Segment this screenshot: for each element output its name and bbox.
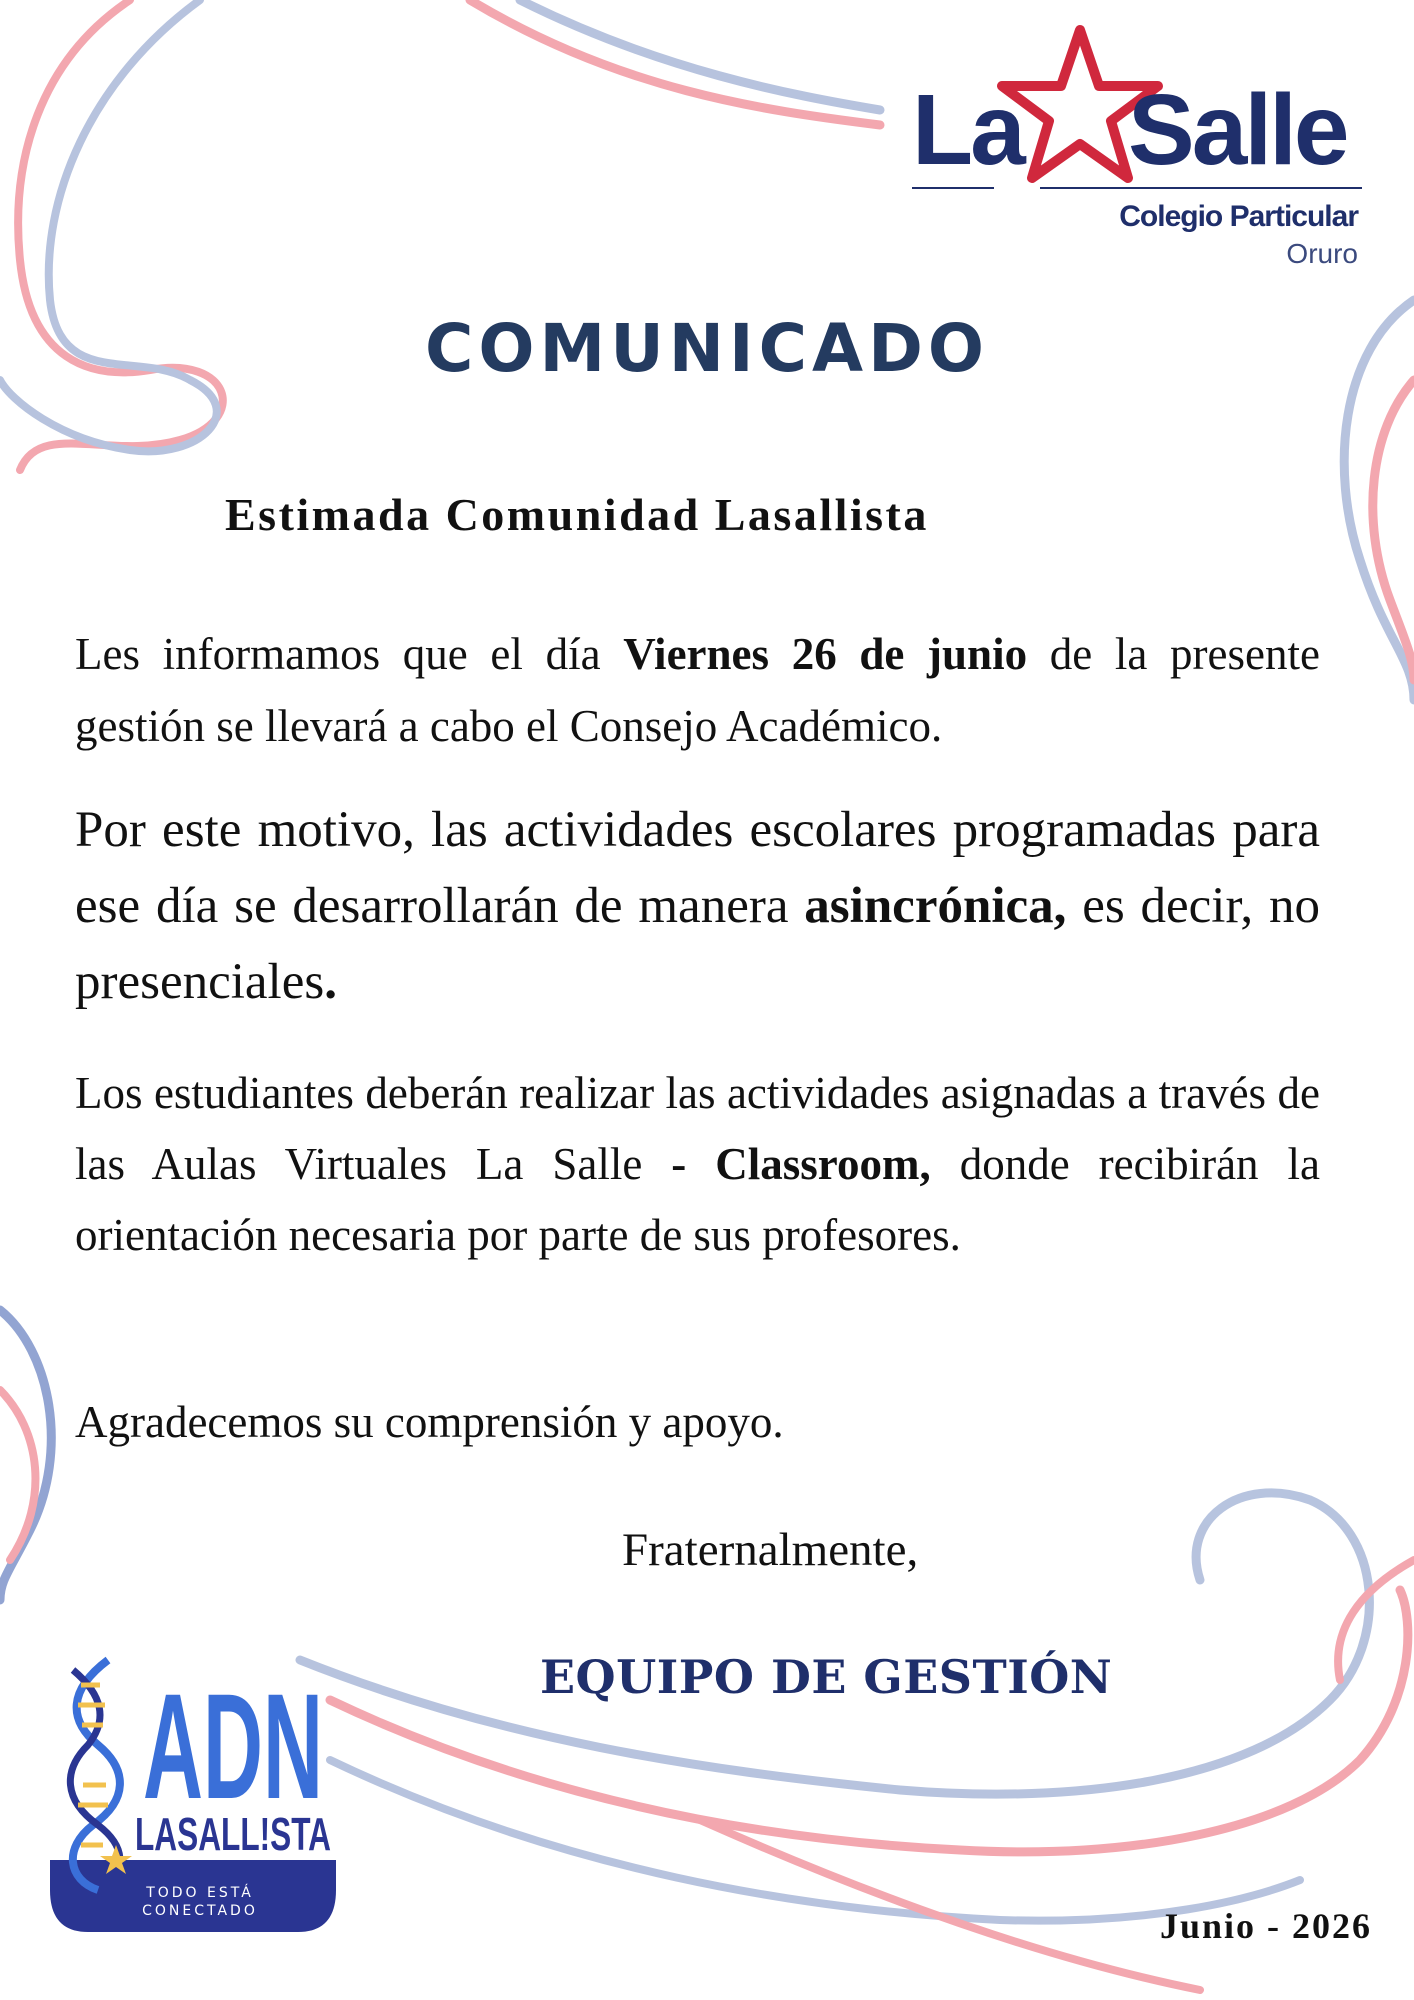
paragraph-text: Los estudiantes deberán realizar las actividades asignadas a través de las Aulas Virtuales La Salle bbox=[75, 1068, 1320, 1189]
signature: EQUIPO DE GESTIÓN bbox=[540, 1650, 1113, 1704]
adn-lasallista-logo bbox=[48, 1650, 338, 1935]
adn-logo-tagline: CONECTADO bbox=[142, 1903, 258, 1919]
paragraph-reason bbox=[75, 792, 1320, 1020]
dna-helix-icon bbox=[70, 1660, 132, 1890]
logo-word-salle: Salle bbox=[1128, 74, 1347, 186]
paragraph-text: es decir, no presenciales bbox=[75, 878, 1320, 1010]
paragraph-instructions bbox=[75, 1058, 1320, 1271]
lasalle-logo bbox=[900, 22, 1370, 272]
greeting: Estimada Comunidad Lasallista bbox=[225, 489, 929, 540]
logo-word-la: La bbox=[912, 74, 1023, 186]
paragraph-announcement bbox=[75, 618, 1320, 762]
paragraph-bold-date: Viernes 26 de junio bbox=[623, 629, 1028, 679]
adn-logo-word: ADN bbox=[143, 1662, 323, 1830]
paragraph-text: Por este motivo, las actividades escolares programadas para ese día se desarrollarán de manera bbox=[75, 802, 1320, 934]
paragraph-text: Les informamos que el día bbox=[75, 629, 624, 679]
paragraph-thanks: Agradecemos su comprensión y apoyo. bbox=[75, 1397, 784, 1447]
date-text: Junio - 2026 bbox=[1160, 1906, 1373, 1946]
paragraph-bold-classroom: - Classroom, bbox=[671, 1139, 931, 1189]
page-title: COMUNICADO bbox=[424, 310, 989, 387]
paragraph-bold-mode: asincrónica, bbox=[804, 878, 1067, 934]
adn-logo-subword: LASALL!STA bbox=[135, 1808, 331, 1860]
paragraph-text: donde recibirán la orientación necesaria por parte de sus profesores. bbox=[75, 1139, 1321, 1260]
logo-subtitle: Colegio Particular bbox=[1119, 200, 1358, 233]
logo-divider bbox=[912, 187, 994, 189]
closing-text: Fraternalmente, bbox=[622, 1524, 919, 1576]
logo-city: Oruro bbox=[1286, 238, 1358, 269]
logo-divider bbox=[1040, 187, 1362, 189]
paragraph-text: de la presente gestión se llevará a cabo el Consejo Académico. bbox=[75, 629, 1320, 751]
paragraph-bold-period: . bbox=[324, 954, 337, 1010]
adn-logo-tagline: TODO ESTÁ bbox=[146, 1885, 254, 1901]
